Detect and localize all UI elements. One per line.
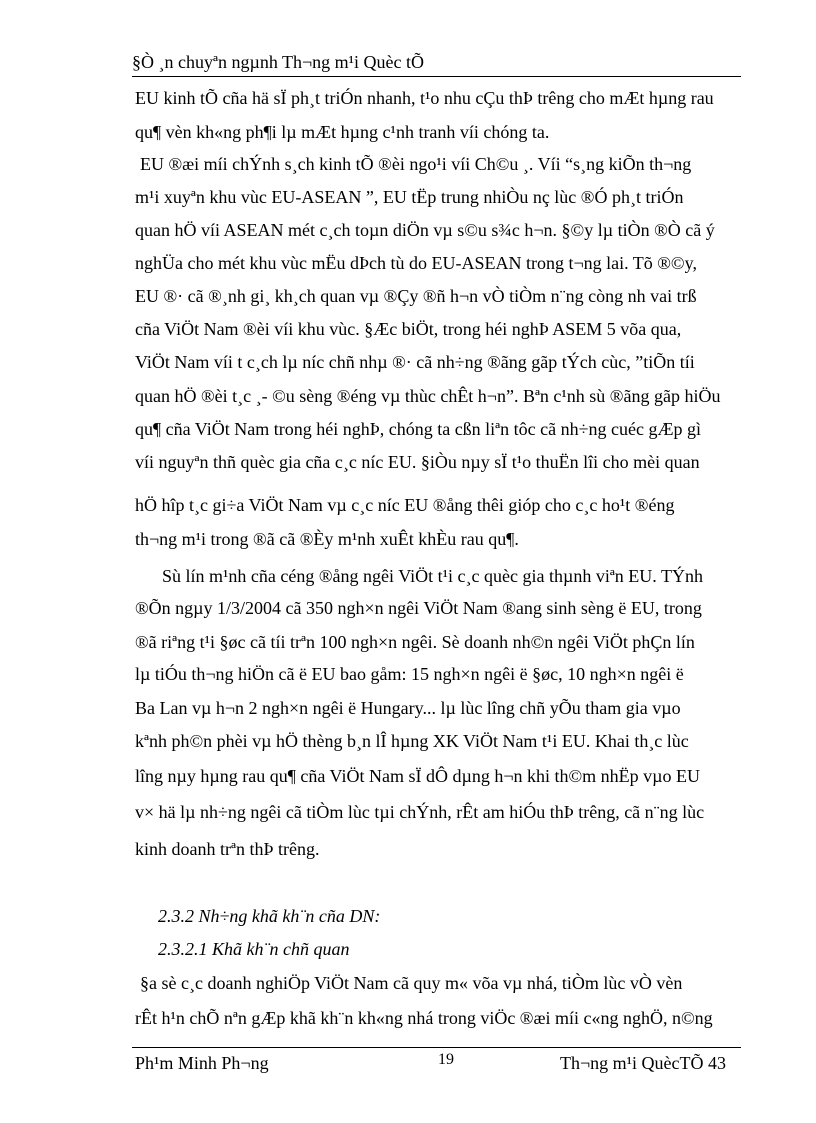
text-line: Ba Lan vµ h¬n 2 ngh×n ngêi ë Hungary... lµ lùc lîng chñ yÕu tham gia vµo <box>135 698 681 718</box>
text-line: v× hä lµ nh÷ng ngêi cã tiÒm lùc tµi chÝnh, rÊt am hiÓu thÞ trêng, cã n¨ng lùc <box>135 802 705 822</box>
footer-author: Ph¹m Minh Ph¬ng <box>135 1053 269 1073</box>
page-number: 19 <box>438 1051 454 1068</box>
text-line: cña ViÖt Nam ®èi víi khu vùc. §Æc biÖt, trong héi nghÞ ASEM 5 võa qua, <box>135 319 682 339</box>
footer-class: Th¬ng m¹i QuècTÕ 43 <box>560 1053 727 1073</box>
text-line: th¬ng m¹i trong ®ã cã ®Èy m¹nh xuÊt khÈu rau qu¶. <box>135 529 519 549</box>
text-line: nghÜa cho mét khu vùc mËu dÞch tù do EU-ASEAN trong t¬ng lai. Tõ ®©y, <box>135 253 697 273</box>
text-line: hÖ hîp t¸c gi÷a ViÖt Nam vµ c¸c níc EU ®ång thêi gióp cho c¸c ho¹t ®éng <box>135 495 675 515</box>
text-line: §a sè c¸c doanh nghiÖp ViÖt Nam cã quy m« võa vµ nhá, tiÒm lùc vÒ vèn <box>140 973 683 993</box>
text-line: qu¶ cña ViÖt Nam trong héi nghÞ, chóng ta cßn liªn tôc cã nh÷ng cuéc gÆp gì <box>135 419 701 439</box>
text-line: qu¶ vèn kh«ng ph¶i lµ mÆt hµng c¹nh tranh víi chóng ta. <box>135 122 550 142</box>
header-title: §Ò ¸n chuyªn ngµnh Th¬ng m¹i Quèc tÕ <box>132 52 425 72</box>
text-line: ViÖt Nam víi t c¸ch lµ níc chñ nhµ ®· cã nh÷ng ®ãng gãp tÝch cùc, ”tiÕn tíi <box>135 352 695 372</box>
text-line: víi nguyªn thñ quèc gia cña c¸c níc EU. §iÒu nµy sÏ t¹o thuËn lîi cho mèi quan <box>135 452 700 472</box>
text-line: ®Õn ngµy 1/3/2004 cã 350 ngh×n ngêi ViÖt Nam ®ang sinh sèng ë EU, trong <box>135 598 702 618</box>
text-line: EU kinh tÕ cña hä sÏ ph¸t triÓn nhanh, t¹o nhu cÇu thÞ trêng cho mÆt hµng rau <box>135 88 714 108</box>
text-line: quan hÖ víi ASEAN mét c¸ch toµn diÖn vµ s©u s¾c h¬n. §©y lµ tiÒn ®Ò cã ý <box>135 220 715 240</box>
text-line: Sù lín m¹nh cña céng ®ång ngêi ViÖt t¹i c¸c quèc gia thµnh viªn EU. TÝnh <box>162 566 703 586</box>
text-line: m¹i xuyªn khu vùc EU-ASEAN ”, EU tËp trung nhiÒu nç lùc ®Ó ph¸t triÓn <box>135 187 684 207</box>
subsection-heading: 2.3.2.1 Khã kh¨n chñ quan <box>158 939 350 959</box>
text-line: rÊt h¹n chÕ nªn gÆp khã kh¨n kh«ng nhá trong viÖc ®æi míi c«ng nghÖ, n©ng <box>135 1008 713 1028</box>
text-line: EU ®æi míi chÝnh s¸ch kinh tÕ ®èi ngo¹i víi Ch©u ¸. Víi “s¸ng kiÕn th¬ng <box>140 154 692 174</box>
text-line: lîng nµy hµng rau qu¶ cña ViÖt Nam sÏ dÔ dµng h¬n khi th©m nhËp vµo EU <box>135 766 701 786</box>
section-heading: 2.3.2 Nh÷ng khã kh¨n cña DN: <box>158 906 381 926</box>
text-line: kinh doanh trªn thÞ trêng. <box>135 839 320 859</box>
text-line: kªnh ph©n phèi vµ hÖ thèng b¸n lÎ hµng XK ViÖt Nam t¹i EU. Khai th¸c lùc <box>135 731 689 751</box>
footer-rule <box>132 1047 741 1048</box>
text-line: quan hÖ ®èi t¸c ¸- ©u sèng ®éng vµ thùc chÊt h¬n”. Bªn c¹nh sù ®ãng gãp hiÖu <box>135 386 721 406</box>
text-line: EU ®· cã ®¸nh gi¸ kh¸ch quan vµ ®Çy ®ñ h¬n vÒ tiÒm n¨ng còng nh vai trß <box>135 286 697 306</box>
text-line: lµ tiÓu th¬ng hiÖn cã ë EU bao gåm: 15 ngh×n ngêi ë §øc, 10 ngh×n ngêi ë <box>135 664 684 684</box>
header-rule <box>132 76 741 77</box>
text-line: ®ã riªng t¹i §øc cã tíi trªn 100 ngh×n ngêi. Sè doanh nh©n ngêi ViÖt phÇn lín <box>135 632 695 652</box>
